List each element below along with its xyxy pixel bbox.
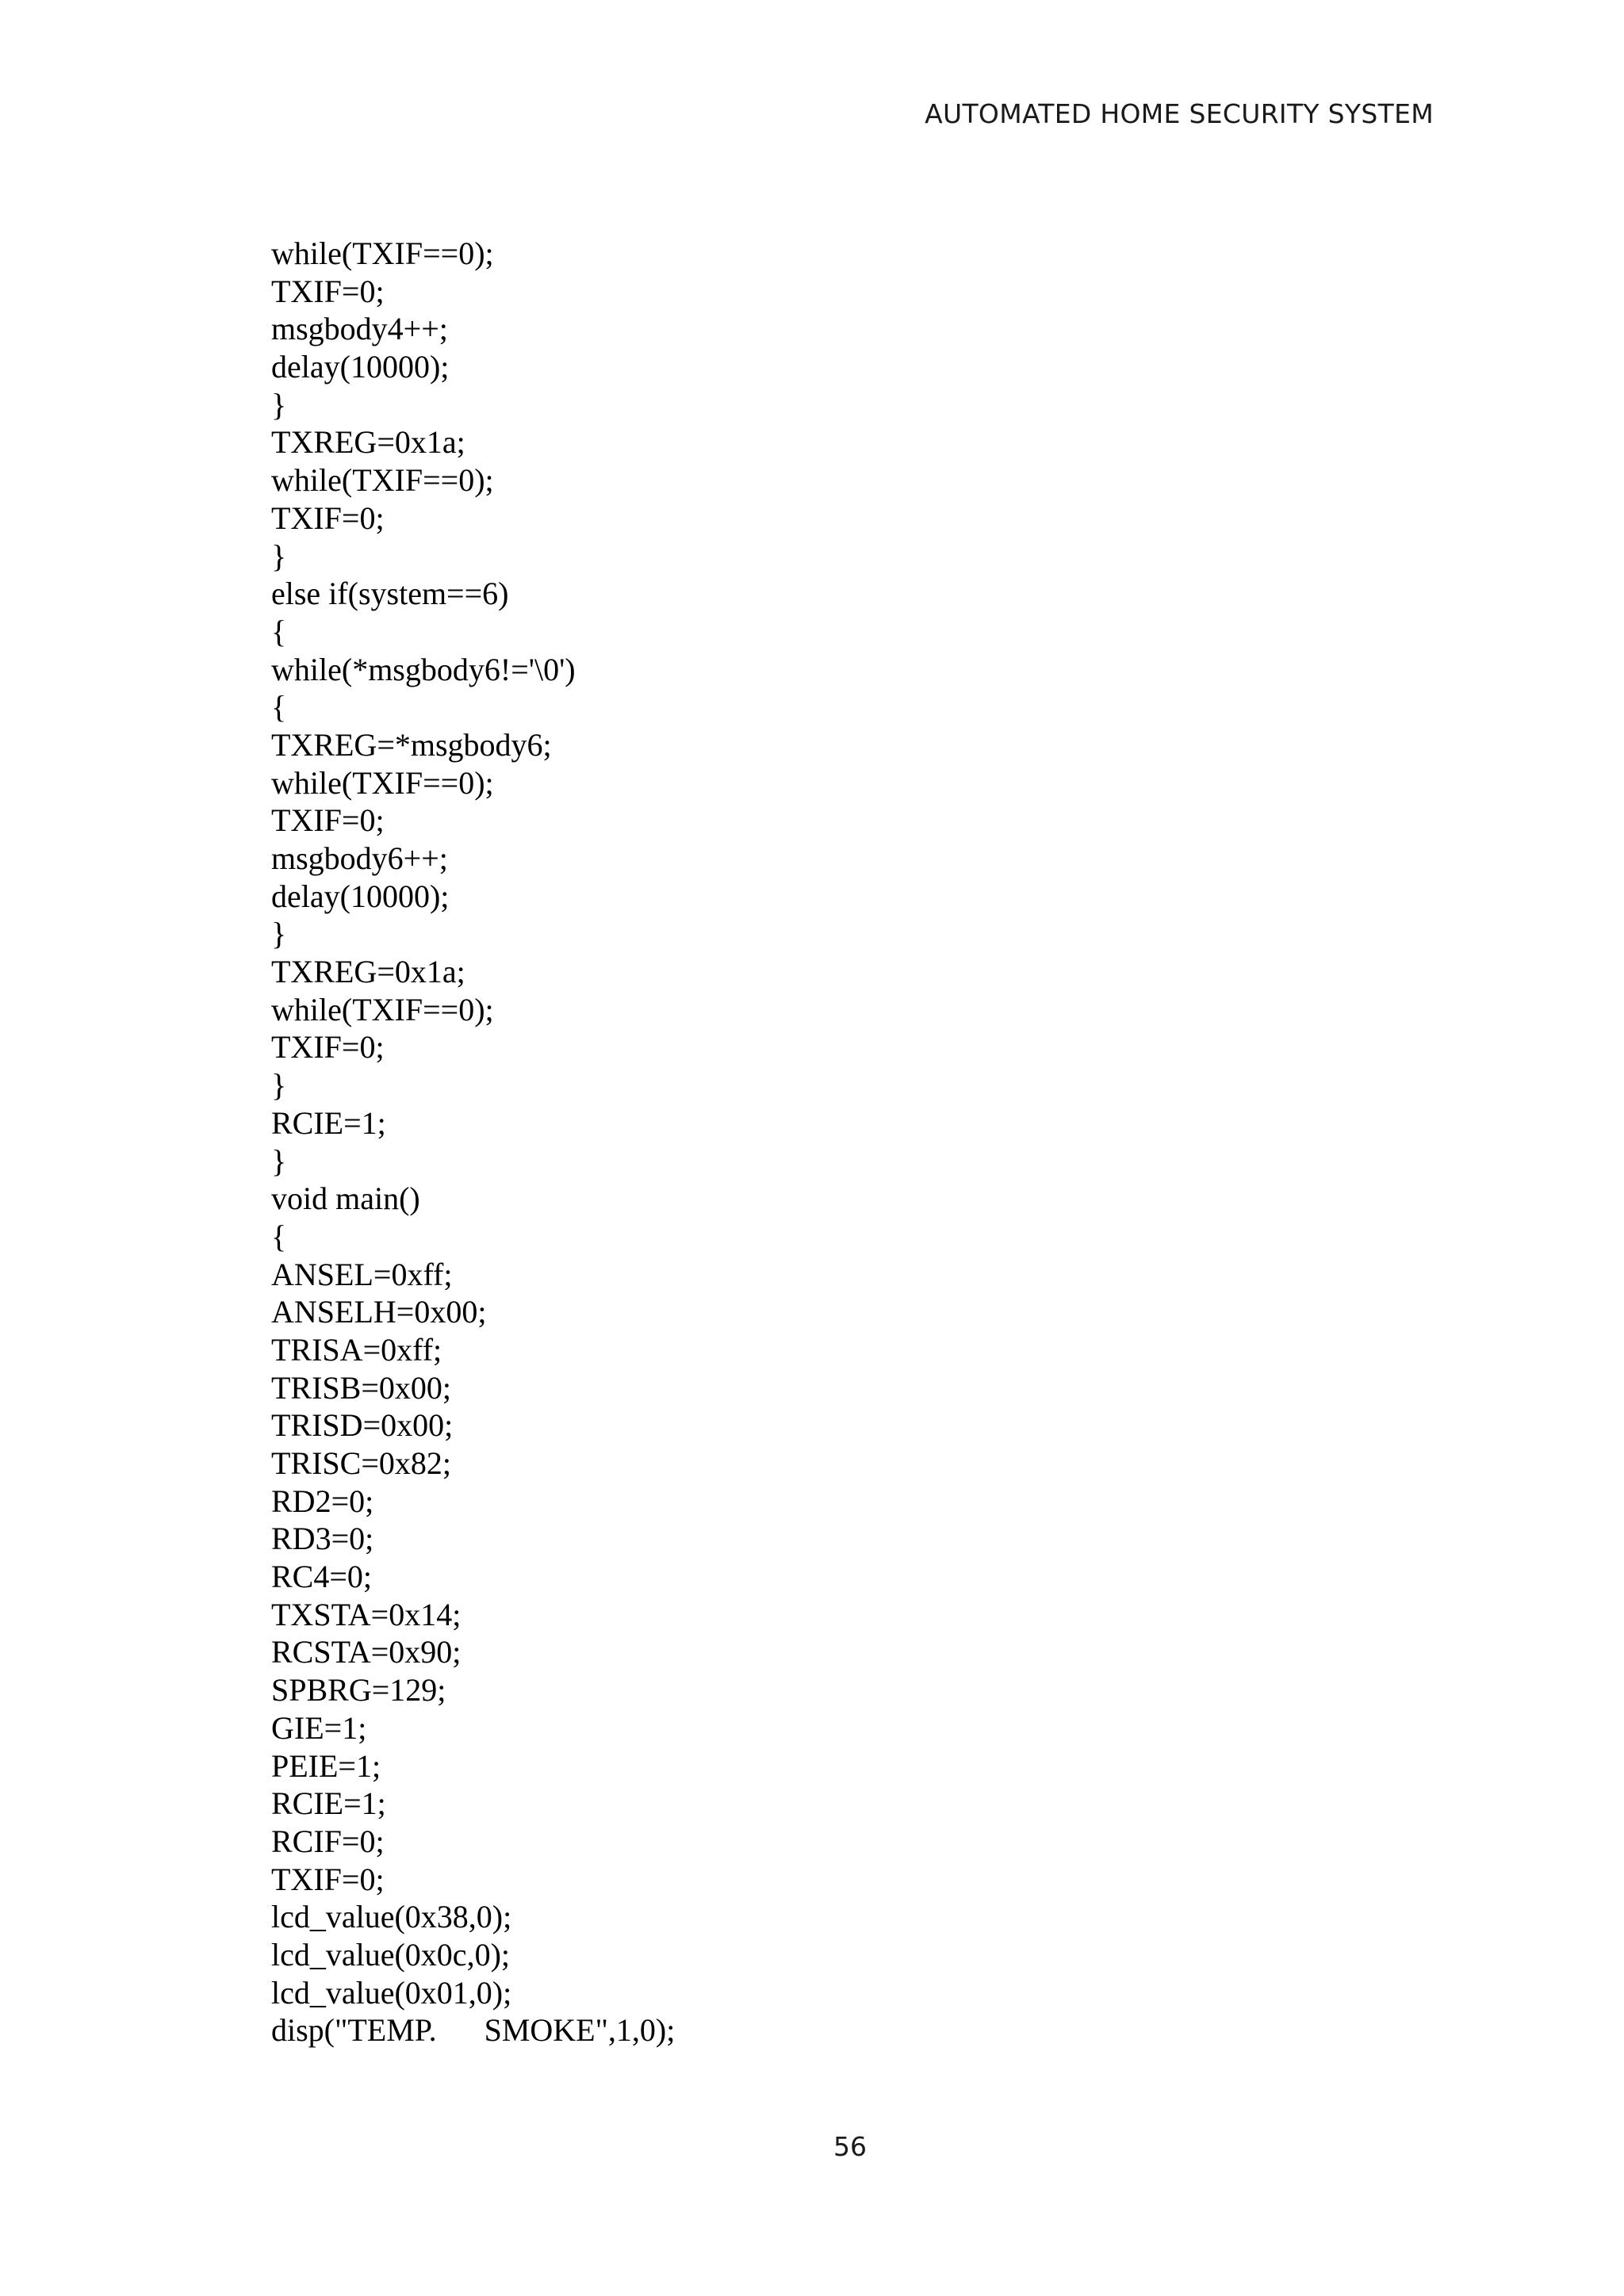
code-listing bbox=[271, 235, 1386, 2049]
code-line: TRISC=0x82; bbox=[271, 1445, 452, 1481]
code-line: TXIF=0; bbox=[271, 499, 385, 536]
code-line: RC4=0; bbox=[271, 1559, 373, 1595]
code-line: while(*msgbody6!='\0') bbox=[271, 651, 576, 687]
code-line: GIE=1; bbox=[271, 1709, 367, 1746]
running-header: AUTOMATED HOME SECURITY SYSTEM bbox=[925, 98, 1434, 129]
code-line: TXSTA=0x14; bbox=[271, 1596, 462, 1632]
code-line: lcd_value(0x0c,0); bbox=[271, 1936, 510, 1973]
code-line: TRISD=0x00; bbox=[271, 1407, 454, 1444]
code-line: SPBRG=129; bbox=[271, 1672, 446, 1709]
code-line: while(TXIF==0); bbox=[271, 462, 494, 499]
code-line: RCIE=1; bbox=[271, 1104, 386, 1141]
code-line: TXIF=0; bbox=[271, 273, 385, 309]
code-line: TRISA=0xff; bbox=[271, 1331, 442, 1368]
code-line: RCIF=0; bbox=[271, 1823, 385, 1859]
code-line: TXREG=0x1a; bbox=[271, 424, 465, 461]
code-line: lcd_value(0x38,0); bbox=[271, 1899, 512, 1935]
page-number: 56 bbox=[833, 2131, 867, 2162]
code-line: TXREG=0x1a; bbox=[271, 954, 465, 990]
code-line: ANSEL=0xff; bbox=[271, 1256, 453, 1292]
code-line: TXIF=0; bbox=[271, 1861, 385, 1897]
code-line: lcd_value(0x01,0); bbox=[271, 1974, 512, 2011]
code-line: RD2=0; bbox=[271, 1483, 374, 1519]
code-line: { bbox=[271, 689, 287, 725]
code-line: msgbody4++; bbox=[271, 311, 448, 347]
code-line: msgbody6++; bbox=[271, 840, 448, 876]
code-line: } bbox=[271, 1142, 287, 1179]
code-line: else if(system==6) bbox=[271, 576, 509, 612]
code-line: while(TXIF==0); bbox=[271, 764, 494, 801]
code-line: delay(10000); bbox=[271, 878, 450, 914]
code-line: TXIF=0; bbox=[271, 1029, 385, 1066]
code-line: RCSTA=0x90; bbox=[271, 1634, 462, 1670]
code-line: ANSELH=0x00; bbox=[271, 1294, 487, 1330]
code-line: void main() bbox=[271, 1181, 420, 1217]
code-line: PEIE=1; bbox=[271, 1747, 381, 1784]
code-line: } bbox=[271, 916, 287, 952]
code-line: TXIF=0; bbox=[271, 802, 385, 839]
code-line: delay(10000); bbox=[271, 349, 450, 385]
code-line: disp("TEMP. SMOKE",1,0); bbox=[271, 2012, 676, 2049]
code-line: { bbox=[271, 613, 287, 649]
code-line: } bbox=[271, 386, 287, 423]
code-line: TXREG=*msgbody6; bbox=[271, 726, 552, 763]
code-line: RD3=0; bbox=[271, 1521, 374, 1557]
code-line: { bbox=[271, 1218, 287, 1254]
code-line: while(TXIF==0); bbox=[271, 991, 494, 1027]
code-line: TRISB=0x00; bbox=[271, 1369, 452, 1406]
code-line: } bbox=[271, 1067, 287, 1104]
code-line: while(TXIF==0); bbox=[271, 235, 494, 271]
code-line: RCIE=1; bbox=[271, 1785, 386, 1822]
code-line: } bbox=[271, 538, 287, 574]
